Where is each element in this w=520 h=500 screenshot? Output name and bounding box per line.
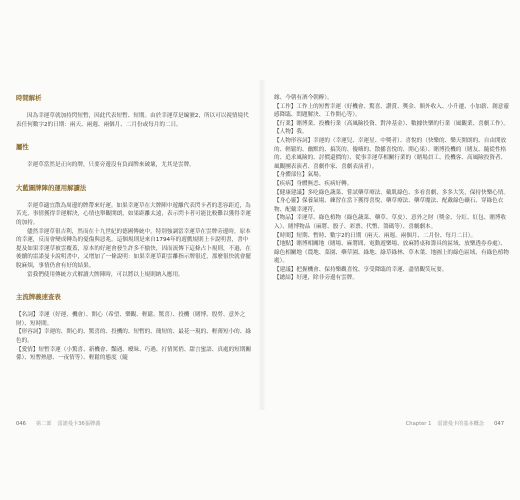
paragraph-time: 因為幸運草就加持閃短暫，因此代表短暫、短期。由於幸運草是編號2，所以可以視情境代表任何數字2的日期：兩天、兩週、兩個月、二月份或每月的二日。 xyxy=(16,113,249,128)
meaning-entry-industry: 【行業】賭博業、投機行業（高風險投資、對沖基金）、數據快樂的行業（風觀業、喜劇工作）。 xyxy=(274,120,509,127)
left-page-footer xyxy=(16,420,100,428)
meaning-entry-advice: 【建議】把握機會、保持樂觀喜悅、享受降臨的幸運、盡情觀笑玩耍。 xyxy=(274,266,448,273)
meaning-entry-summary: 【總結】好運，除非旁邊有雲牌。 xyxy=(274,275,358,282)
paragraph-grand-tableau-3: 當我們使用傳統方式解讀大牌陣時，可以將以上規則納入應用。 xyxy=(27,271,184,278)
right-page-footer xyxy=(406,420,504,428)
meaning-entry-body-part: 【身體部位】氣場。 xyxy=(274,172,325,179)
paragraph-attribute: 幸運草當然是正向的牌，只要旁邊沒有負面牌來破壞，尤其是雲牌。 xyxy=(27,162,195,169)
meaning-entry-place: 【地點】賭博相關地（賭場、麻將間、電動遊樂場、放麻將桌和籌具的區域、放樂透券券處）、綠色相關地（農地、菜園、藥草園、綠地、綠草綠林、草木葉、地圖上的綠色區域、有綠色植物處）。 xyxy=(274,241,509,265)
meaning-entry-health-advice: 【健康建議】多吃綠色蔬菜、嘗試藥草療法、戴肌綠色、多看喜劇、多多大笑，保持快樂心情。 xyxy=(274,189,509,196)
section-heading-grand-tableau: 大藍圖牌陣的運用解讀法 xyxy=(16,183,87,192)
right-footer-title: 雷諾曼卡的基本概念 xyxy=(437,421,485,427)
meaning-entry-time: 【時間】短期、暫時、數字2的日期（兩天、兩週、兩個月、二月份、每月二日）。 xyxy=(274,232,477,239)
section-heading-time: 時間解析 xyxy=(16,94,42,102)
meaning-entry-work: 【工作】工作上的短暫幸運（好機會、驚喜、讚賞、獎金、額外收入、小升遷、小加薪、創意靈感降臨、問題解決、工作開心等）。 xyxy=(274,103,509,119)
left-page xyxy=(16,94,253,406)
paragraph-grand-tableau-2: 儘然幸運草很吉利，然而在十九世紀的德國傳統中，特別強調當幸運草在雲牌旁邊時，原本的幸運，反而會變成轉為的憂傷與惡兆，這個規則是來自1794年的遊戲規則上卡說明書，書中提及如果幸運草被雲覆蓋，原本的好運會發生許多不愉快，因而流傳下這條占卜規則，不過，在後續的雷諾曼卡說明書中，又增加了一條說明：如果幸運草距雲離指示牌很近，那麼很快就會擺脫麻煩，事情仍會有好的結果。 xyxy=(16,228,251,269)
section-heading-quick-reference: 主流牌義速查表 xyxy=(16,293,61,302)
left-footer-chapter: 第二部 xyxy=(35,421,52,427)
book-gutter xyxy=(258,80,266,410)
meaning-entry-adjective: 【形容詞】幸運的、開心的、驚喜的、投機的、短暫的、簡短的、最花一現的、輕薄短小的、綠色的。 xyxy=(16,329,251,344)
right-page xyxy=(274,94,510,406)
left-page-number: 046 xyxy=(16,421,26,427)
meaning-entry-mind-body-spirit: 【身心靈】保養氣場、練習在當下獲得喜悅、藥草療法、藥草魔法、配戴綠色礦石、穿綠色衣物、配戴幸運符。 xyxy=(274,198,504,213)
meaning-entry-objects: 【物品】幸運草、綠色植物（綠色蔬菜、藥草、草皮）、意外之財（獎金、分紅、紅包、賭博收入）、賭博物品（麻將、骰子、彩票、代幣、籌碼等）、喜劇劇本。 xyxy=(274,215,507,230)
meaning-entry-noun: 【名詞】幸運（好運、機會）、開心（希望、樂觀、輕鬆、驚喜）、投機（賭博、殷勞、意外之財）、短時間。 xyxy=(16,312,246,327)
meaning-entry-love-continued: 緣、今朝有酒今朝醉）。 xyxy=(274,95,333,101)
paragraph-grand-tableau-1: 幸運草適宜散為周邊的牌帶來好運。如果幸運草在大牌陣中遊離代表閃卡者的悲容距近，為苦光，事情獲得幸運解決，心情也舉觀開朗，如果距離太遠，表示閃卡者可能比較難以獲得幸運的加持。 xyxy=(16,202,251,226)
meaning-entry-illness: 【疾病】身體無恙、疾病好轉。 xyxy=(274,180,353,187)
right-footer-chapter: Chapter 1 xyxy=(405,421,432,427)
left-footer-title: 雷諾曼卡36張牌義 xyxy=(57,421,101,427)
meaning-entry-person-adjective: 【人物形容詞】幸運的（幸運兒、幸運星、中獎者）、喜悅的（快樂的、樂天開朗的、自由開放的、輕鬆的、幽默的、搞笑的、傻嗨的、散播喜悅的、開心果）、賭博投機的（賭友、隨從性格的、追求風險的、討價還價的）、從事幸運草相關行業的（賭場員工、投機客、高風險投資者、風觀團表演者、喜劇作家、喜劇表演者）。 xyxy=(274,137,507,170)
right-page-number: 047 xyxy=(494,421,504,427)
meaning-entry-person: 【人物】我。 xyxy=(274,129,308,136)
section-heading-attribute: 屬性 xyxy=(16,143,29,152)
meaning-entry-love: 【愛情】短暫幸運（小驚喜、新機會、豔遇、曖昧、巧遇、打情罵俏、甜言蜜語、真處的短期關係）、短暫熱戀、一夜情等）、輕鬆的態度（隨 xyxy=(16,346,251,362)
